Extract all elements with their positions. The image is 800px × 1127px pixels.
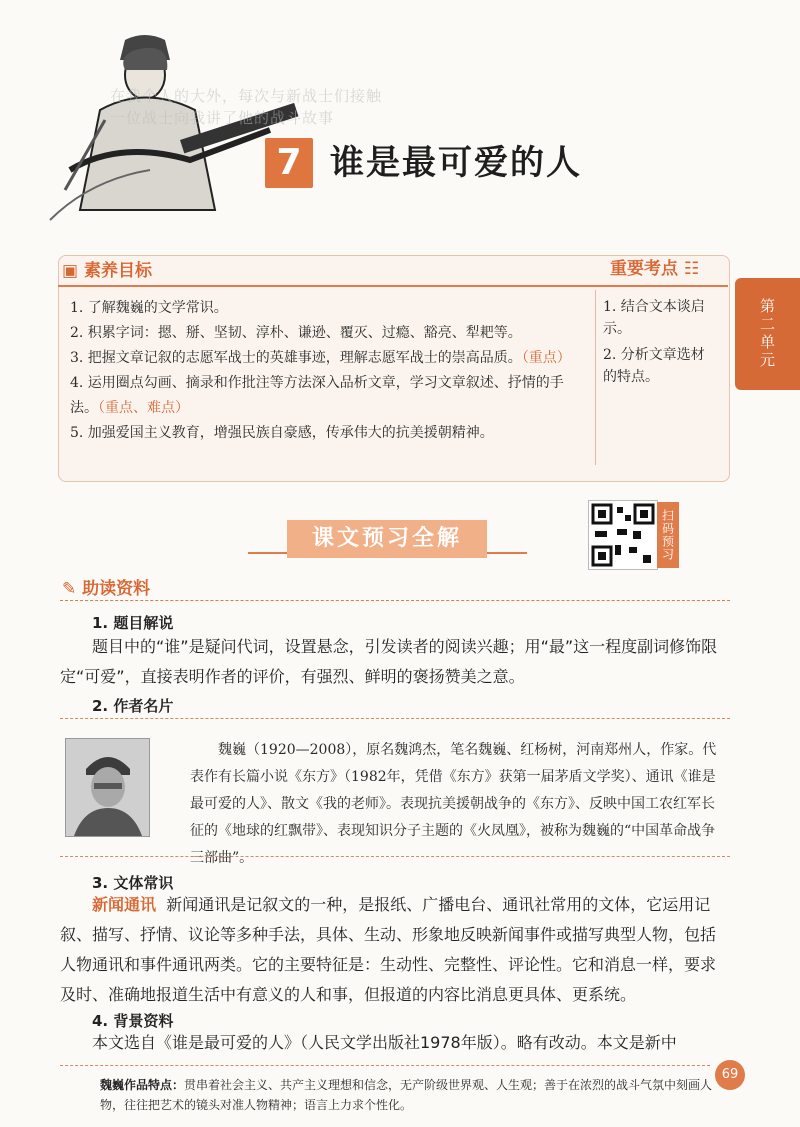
objectives-list [70,296,590,446]
background-text: 在我个人的大外，每次与新战士们接触 一位战士向我讲了他的战斗故事 [110,87,383,127]
soldier-illustration [30,30,330,230]
s2-title: 2. 作者名片 [92,697,174,715]
objective-item: 5. 加强爱国主义教育，增强民族自豪感，传承伟大的抗美援朝精神。 [70,425,494,441]
s3-title: 3. 文体常识 [92,874,174,892]
author-photo [65,738,150,837]
people-icon: ☷ [683,259,700,279]
objective-item: 3. 把握文章记叙的志愿军战士的英雄事迹，理解志愿军战士的崇高品质。（重点） [70,350,571,366]
reading-header: ✎ 助读资料 [60,572,730,601]
pencil-icon: ✎ [62,579,77,599]
objective-item: 4. 运用圈点勾画、摘录和作批注等方法深入品析文章，学习文章叙述、抒情的手法。（重点、难点） [70,375,564,416]
s2-divider [60,718,730,719]
key-points-list [603,296,718,388]
lesson-title: 谁是最可爱的人 [330,143,582,183]
key-points-title: 重要考点 ☷ [610,259,700,279]
s3-text: 新闻通讯 新闻通讯是记叙文的一种，是报纸、广播电台、通讯社常用的文体，它运用记叙、描写、抒情、议论等多种手法，具体、生动、形象地反映新闻事件或描写典型人物，包括人物通讯和事件通讯两类。它的主要特征是：生动性、完整性、评论性。它和消息一样，要求及时、准确地报道生活中有意义的人和事，但报道的内容比消息更具体、更系统。 [60,895,717,1004]
page-number: 69 [715,1060,745,1090]
s1-text: 题目中的“谁”是疑问代词，设置悬念，引发读者的阅读兴趣；用“最”这一程度副词修饰限定“可爱”，直接表明作者的评价，有强烈、鲜明的褒扬赞美之意。 [60,637,718,686]
objectives-title: ▣ 素养目标 [62,261,152,281]
book-icon: ▣ [62,261,79,281]
objective-item: 1. 了解魏巍的文学常识。 [70,300,228,316]
section-line-left [248,552,288,554]
unit-side-tab: 第二单元 [735,278,800,390]
section-title: 课文预习全解 [287,520,487,558]
s3-term: 新闻通讯 [92,895,157,914]
footer-divider [60,1065,710,1066]
s4-text: 本文选自《谁是最可爱的人》（人民文学出版社1978年版）。略有改动。本文是新中 [92,1033,677,1052]
section-line-right [487,552,527,554]
s2-bottom-divider [60,856,730,857]
objective-item: 2. 积累字词：摁、掰、坚韧、淳朴、谦逊、覆灭、过瘾、豁亮、犁耙等。 [70,325,522,341]
key-point-item: 1. 结合文本谈启示。 [603,299,705,337]
s4-title: 4. 背景资料 [92,1012,174,1030]
qr-code-icon[interactable] [588,500,658,570]
key-point-item: 2. 分析文章选材的特点。 [603,347,705,385]
qr-label: 扫码预习 [657,502,679,568]
s2-text: 魏巍（1920—2008），原名魏鸿杰，笔名魏巍、红杨树，河南郑州人，作家。代表作有长篇小说《东方》（1982年，凭借《东方》获第一届茅盾文学奖）、通讯《谁是最可爱的人》、散文《我的老师》。表现抗美援朝战争的《东方》、反映中国工农红军长征的《地球的红飘带》、表现知识分子主题的《火凤凰》，被称为魏巍的“中国革命战争三部曲”。 [190,742,717,866]
lesson-number: 7 [265,138,313,188]
footer-note: 魏巍作品特点：贯串着社会主义、共产主义理想和信念，无产阶级世界观、人生观；善于在浓烈的战斗气氛中刻画人物，往往把艺术的镜头对准人物精神；语言上力求个性化。 [100,1078,713,1112]
objectives-divider [595,290,596,465]
s1-title: 1. 题目解说 [92,614,174,632]
